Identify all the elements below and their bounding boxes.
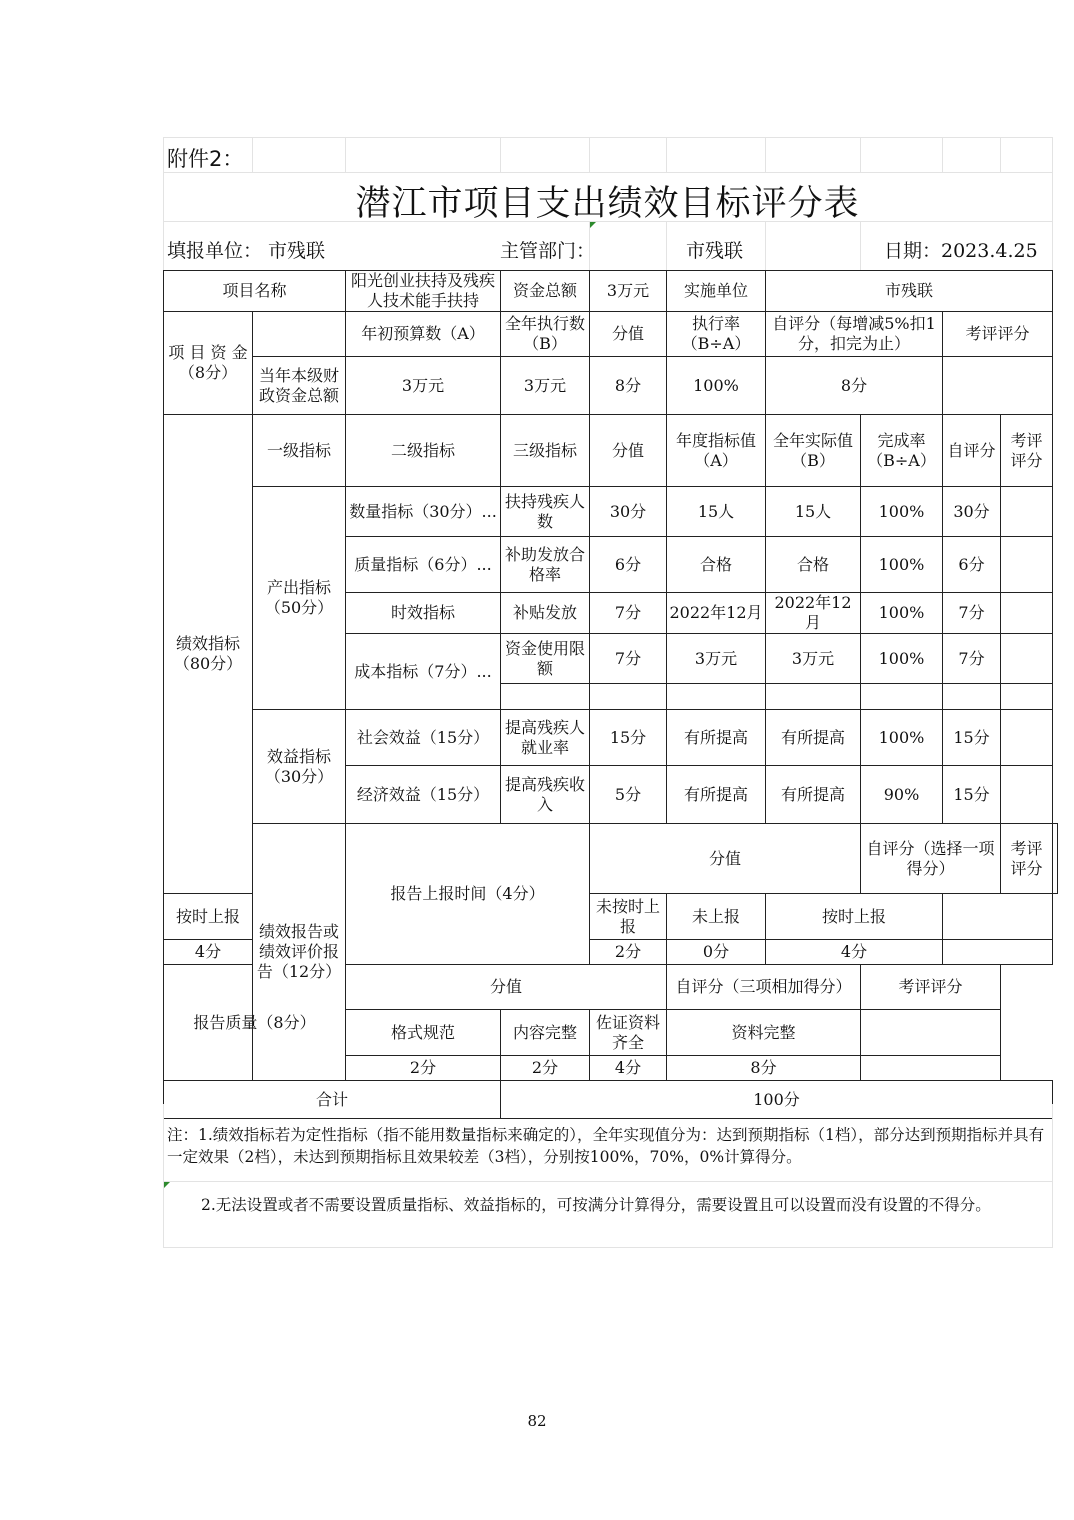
score-none: 0分 <box>667 940 766 965</box>
self-cell: 30分 <box>943 487 1001 537</box>
h-review: 考评评分 <box>1001 415 1053 487</box>
score-cell: 5分 <box>590 766 667 824</box>
h-rate: 完成率（B÷A） <box>861 415 943 487</box>
quality-self-value: 资料完整 <box>667 1010 861 1056</box>
gridline <box>1052 137 1053 270</box>
h-level2: 二级指标 <box>346 415 501 487</box>
col-score: 分值 <box>590 312 667 357</box>
fund-total-value: 3万元 <box>590 271 667 312</box>
opt-none: 未上报 <box>667 894 766 940</box>
h-target: 年度指标值（A） <box>667 415 766 487</box>
benefit-indicator: 效益指标（30分） <box>253 710 346 824</box>
gridline <box>163 172 1052 173</box>
gridline <box>666 221 667 270</box>
report-time-label: 报告上报时间（4分） <box>346 824 590 965</box>
gridline <box>589 137 590 172</box>
level3-cell: 补助发放合格率 <box>501 537 590 593</box>
opt-ontime: 按时上报 <box>164 894 253 940</box>
score-cell: 15分 <box>590 710 667 766</box>
review-cell <box>1001 487 1053 537</box>
level2-cell: 质量指标（6分）... <box>346 537 501 593</box>
project-name-label: 项目名称 <box>164 271 346 312</box>
fund-total-label: 资金总额 <box>501 271 590 312</box>
gridline <box>252 137 253 172</box>
quality-review-score <box>861 1056 1001 1081</box>
report-self-label: 自评分（选择一项得分） <box>861 824 1001 894</box>
table-row <box>164 710 1058 766</box>
gridline <box>666 137 667 172</box>
col-self-score: 自评分（每增减5%扣1分，扣完为止） <box>766 312 943 357</box>
gridline <box>1052 1104 1053 1248</box>
qs-format: 2分 <box>346 1056 501 1081</box>
gridline <box>765 221 766 270</box>
report-date: 日期：2023.4.25 <box>884 240 1038 262</box>
actual-cell: 合格 <box>766 537 861 593</box>
output-indicator: 产出指标（50分） <box>253 487 346 710</box>
level3-cell: 扶持残疾人数 <box>501 487 590 537</box>
rate-cell: 100% <box>861 593 943 634</box>
fund-review <box>943 357 1053 415</box>
level3-cell: 补贴发放 <box>501 593 590 634</box>
report-section: 绩效报告或绩效评价报告（12分） <box>253 824 346 1081</box>
fund-budget: 3万元 <box>346 357 501 415</box>
gridline <box>1000 137 1001 172</box>
level3-cell: 资金使用限额 <box>501 634 590 684</box>
actual-cell: 有所提高 <box>766 710 861 766</box>
attachment-label: 附件2： <box>167 147 244 171</box>
rate-cell: 100% <box>861 487 943 537</box>
gridline <box>163 1247 1052 1248</box>
impl-unit-value: 市残联 <box>766 271 1053 312</box>
empty-cell <box>1053 824 1058 894</box>
gridline <box>860 221 861 270</box>
report-quality-label: 报告质量（8分） <box>164 965 346 1081</box>
qs-content: 2分 <box>501 1056 590 1081</box>
level2-cell: 经济效益（15分） <box>346 766 501 824</box>
report-score-label: 分值 <box>590 824 861 894</box>
level2-cell: 数量指标（30分）... <box>346 487 501 537</box>
rate-cell: 100% <box>861 710 943 766</box>
gridline <box>942 137 943 172</box>
dept-value: 市残联 <box>686 240 744 262</box>
empty-cell <box>253 312 346 357</box>
rate-cell: 100% <box>861 537 943 593</box>
quality-review-value <box>861 1010 1001 1056</box>
page-number: 82 <box>527 1412 547 1430</box>
qs-evidence: 4分 <box>590 1056 667 1081</box>
time-self-value: 按时上报 <box>766 894 943 940</box>
fill-unit: 填报单位： 市残联 <box>167 240 326 262</box>
time-self-score: 4分 <box>766 940 943 965</box>
q-evidence: 佐证资料齐全 <box>590 1010 667 1056</box>
level3-cell: 提高残疾收入 <box>501 766 590 824</box>
q-format: 格式规范 <box>346 1010 501 1056</box>
actual-cell: 15人 <box>766 487 861 537</box>
page-title: 潜江市项目支出绩效目标评分表 <box>355 184 860 224</box>
score-cell: 7分 <box>590 593 667 634</box>
empty-cell <box>861 684 943 710</box>
h-self: 自评分 <box>943 415 1001 487</box>
actual-cell: 3万元 <box>766 634 861 684</box>
gridline <box>163 137 1052 138</box>
quality-self-score: 8分 <box>667 1056 861 1081</box>
col-budget: 年初预算数（A） <box>346 312 501 357</box>
quality-score-label: 分值 <box>346 965 667 1010</box>
level2-cell: 成本指标（7分）... <box>346 634 501 710</box>
project-name: 阳光创业扶持及残疾人技术能手扶持 <box>346 271 501 312</box>
col-review-score: 考评评分 <box>943 312 1053 357</box>
fund-rate: 100% <box>667 357 766 415</box>
h-actual: 全年实际值（B） <box>766 415 861 487</box>
gridline <box>860 137 861 172</box>
fund-exec: 3万元 <box>501 357 590 415</box>
fund-row-label: 当年本级财政资金总额 <box>253 357 346 415</box>
level2-cell: 时效指标 <box>346 593 501 634</box>
rate-cell: 90% <box>861 766 943 824</box>
self-cell: 7分 <box>943 634 1001 684</box>
table-row <box>164 487 1058 537</box>
empty-cell <box>590 684 667 710</box>
self-cell: 6分 <box>943 537 1001 593</box>
note-2: 2.无法设置或者不需要设置质量指标、效益指标的，可按满分计算得分，需要设置且可以设置而没有设置的不得分。 <box>201 1196 991 1214</box>
actual-cell: 有所提高 <box>766 766 861 824</box>
total-value: 100分 <box>501 1081 1053 1119</box>
col-exec: 全年执行数（B） <box>501 312 590 357</box>
perf-section: 绩效指标（80分） <box>164 415 253 894</box>
dept-label: 主管部门： <box>500 240 596 262</box>
target-cell: 15人 <box>667 487 766 537</box>
target-cell: 有所提高 <box>667 766 766 824</box>
review-cell <box>1001 593 1053 634</box>
col-exec-rate: 执行率（B÷A） <box>667 312 766 357</box>
time-review-value <box>943 894 1053 940</box>
level2-cell: 社会效益（15分） <box>346 710 501 766</box>
score-cell: 30分 <box>590 487 667 537</box>
review-cell <box>1001 634 1053 684</box>
fund-self: 8分 <box>766 357 943 415</box>
actual-cell: 2022年12月 <box>766 593 861 634</box>
h-level3: 三级指标 <box>501 415 590 487</box>
rate-cell: 100% <box>861 634 943 684</box>
funds-section: 项 目 资 金（8分） <box>164 312 253 415</box>
report-review-label: 考评评分 <box>1001 824 1053 894</box>
score-table <box>163 270 1058 1119</box>
score-late: 2分 <box>590 940 667 965</box>
empty-cell <box>943 684 1001 710</box>
quality-self-label: 自评分（三项相加得分） <box>667 965 861 1010</box>
review-cell <box>1001 710 1053 766</box>
self-cell: 15分 <box>943 766 1001 824</box>
empty-cell <box>766 684 861 710</box>
total-label: 合计 <box>164 1081 501 1119</box>
impl-unit-label: 实施单位 <box>667 271 766 312</box>
score-ontime: 4分 <box>164 940 253 965</box>
self-cell: 15分 <box>943 710 1001 766</box>
gridline <box>500 137 501 172</box>
q-content: 内容完整 <box>501 1010 590 1056</box>
cell-marker <box>164 1182 170 1188</box>
self-cell: 7分 <box>943 593 1001 634</box>
empty-cell <box>1001 684 1053 710</box>
target-cell: 合格 <box>667 537 766 593</box>
level3-cell: 提高残疾人就业率 <box>501 710 590 766</box>
empty-cell <box>501 684 590 710</box>
review-cell <box>1001 537 1053 593</box>
empty-cell <box>667 684 766 710</box>
target-cell: 有所提高 <box>667 710 766 766</box>
gridline <box>765 137 766 172</box>
score-cell: 6分 <box>590 537 667 593</box>
quality-review-label: 考评评分 <box>861 965 1001 1010</box>
gridline <box>163 1181 1052 1182</box>
fund-score: 8分 <box>590 357 667 415</box>
opt-late: 未按时上报 <box>590 894 667 940</box>
target-cell: 2022年12月 <box>667 593 766 634</box>
time-review-score <box>943 940 1053 965</box>
review-cell <box>1001 766 1053 824</box>
note-1: 注：1.绩效指标若为定性指标（指不能用数量指标来确定的），全年实现值分为：达到预期指标（1档），部分达到预期指标并具有一定效果（2档），未达到预期指标且效果较差（3档），分别按100%，70%，0%计算得分。 <box>167 1126 1045 1166</box>
gridline <box>345 137 346 172</box>
score-cell: 7分 <box>590 634 667 684</box>
h-level1: 一级指标 <box>253 415 346 487</box>
target-cell: 3万元 <box>667 634 766 684</box>
h-score: 分值 <box>590 415 667 487</box>
